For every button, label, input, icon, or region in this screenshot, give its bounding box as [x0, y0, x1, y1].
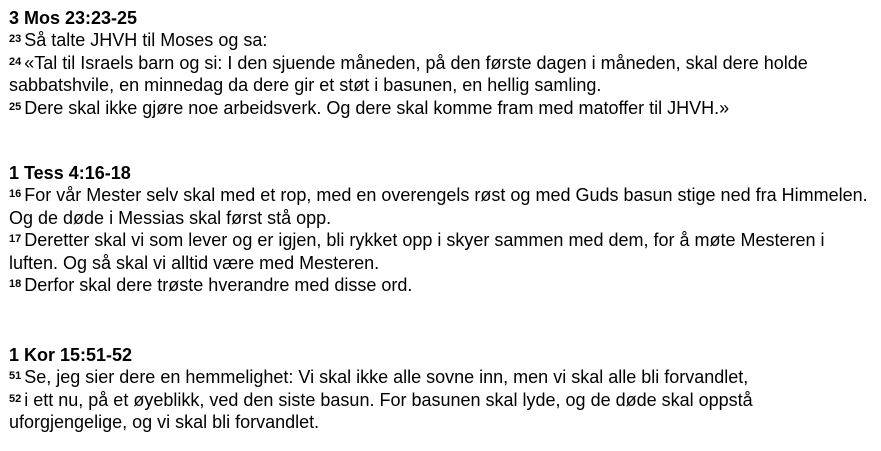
verse-number: 16	[9, 188, 22, 200]
passage-reference: 3 Mos 23:23-25	[9, 8, 138, 28]
passage-1-tess	[9, 162, 875, 297]
verse-number: 23	[9, 33, 22, 45]
verse-text: i ett nu, på et øyeblikk, ved den siste basun. For basunen skal lyde, og de døde skal oppstå uforgjengelige, og vi skal bli forvandlet.	[9, 389, 753, 432]
verse-text: Se, jeg sier dere en hemmelighet: Vi skal ikke alle sovne inn, men vi skal alle bli forvandlet,	[24, 367, 749, 387]
verse-text: Deretter skal vi som lever og er igjen, bli rykket opp i skyer sammen med dem, for å møte Mesteren i luften. Og så skal vi alltid være med Mesteren.	[9, 230, 825, 273]
verse-number: 17	[9, 233, 22, 245]
verse-text: For vår Mester selv skal med et rop, med en overengels røst og med Guds basun stige ned fra Himmelen. Og de døde i Messias skal først stå opp.	[9, 185, 868, 228]
verse	[9, 229, 875, 274]
passage-1-kor	[9, 344, 875, 434]
verse-text: Derfor skal dere trøste hverandre med disse ord.	[24, 275, 413, 295]
verse	[9, 366, 875, 389]
verse-text: Så talte JHVH til Moses og sa:	[24, 30, 268, 50]
verse	[9, 389, 875, 434]
verse	[9, 52, 875, 97]
passage-reference: 1 Kor 15:51-52	[9, 345, 133, 365]
verse	[9, 29, 875, 52]
verse-number: 18	[9, 278, 22, 290]
verse-text: «Tal til Israels barn og si: I den sjuende måneden, på den første dagen i måneden, skal dere holde sabbatshvile, en minnedag da dere gir et støt i basunen, en hellig samling.	[9, 52, 808, 95]
verse	[9, 97, 875, 120]
verse-number: 24	[9, 55, 22, 68]
verse-number: 25	[9, 100, 22, 113]
verse	[9, 184, 875, 229]
passage-reference: 1 Tess 4:16-18	[9, 163, 131, 183]
verse-text: Dere skal ikke gjøre noe arbeidsverk. Og dere skal komme fram med matoffer til JHVH.»	[24, 97, 730, 118]
passage-3-mos	[9, 7, 875, 119]
verse-number: 52	[9, 392, 22, 405]
verse-number: 51	[9, 370, 22, 382]
verse	[9, 274, 875, 297]
